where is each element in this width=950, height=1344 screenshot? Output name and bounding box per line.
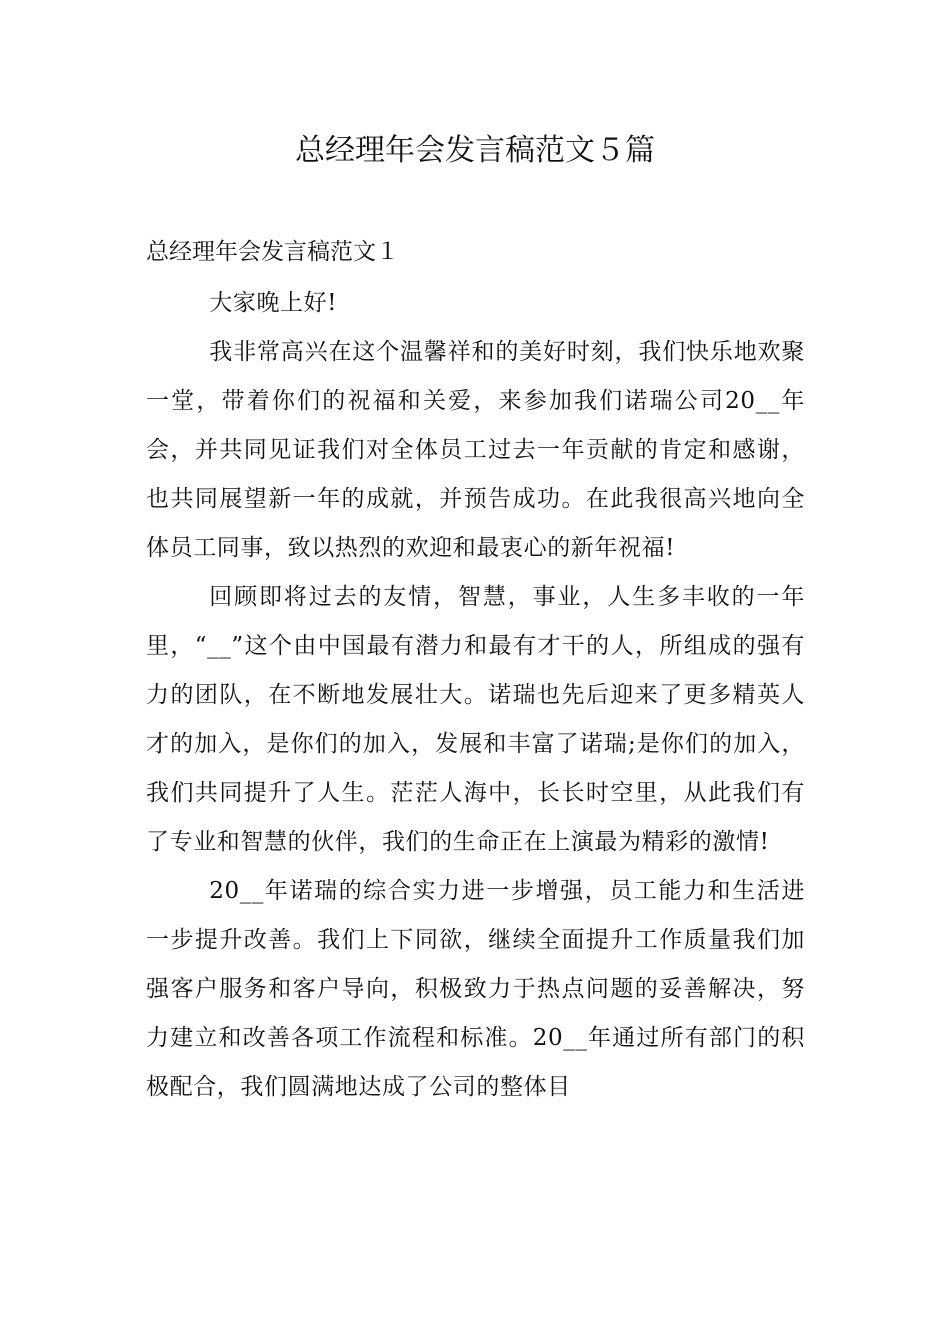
document-body xyxy=(146,279,805,1112)
document-title: 总经理年会发言稿范文５篇 xyxy=(295,133,655,168)
paragraph-review: 回顾即将过去的友情，智慧，事业，人生多丰收的一年里，“__”这个由中国最有潜力和最有才干的人，所组成的强有力的团队，在不断地发展壮大。诺瑞也先后迎来了更多精英人才的加入，是你们的加入，发展和丰富了诺瑞;是你们的加入，我们共同提升了人生。茫茫人海中，长长时空里，从此我们有了专业和智慧的伙伴，我们的生命正在上演最为精彩的激情! xyxy=(146,584,805,855)
paragraph-achievements: 20__年诺瑞的综合实力进一步增强，员工能力和生活进一步提升改善。我们上下同欲，继续全面提升工作质量我们加强客户服务和客户导向，积极致力于热点问题的妥善解决，努力建立和改善各项工作流程和标准。20__年通过所有部门的积极配合，我们圆满地达成了公司的整体目 xyxy=(146,878,805,1100)
paragraph-greeting: 大家晚上好! xyxy=(209,290,338,316)
paragraph-welcome: 我非常高兴在这个温馨祥和的美好时刻，我们快乐地欢聚一堂，带着你们的祝福和关爱，来参加我们诺瑞公司20__年会，并共同见证我们对全体员工过去一年贡献的肯定和感谢，也共同展望新一年的成就，并预告成功。在此我很高兴地向全体员工同事，致以热烈的欢迎和最衷心的新年祝福! xyxy=(146,339,805,561)
section-heading: 总经理年会发言稿范文１ xyxy=(146,239,399,265)
